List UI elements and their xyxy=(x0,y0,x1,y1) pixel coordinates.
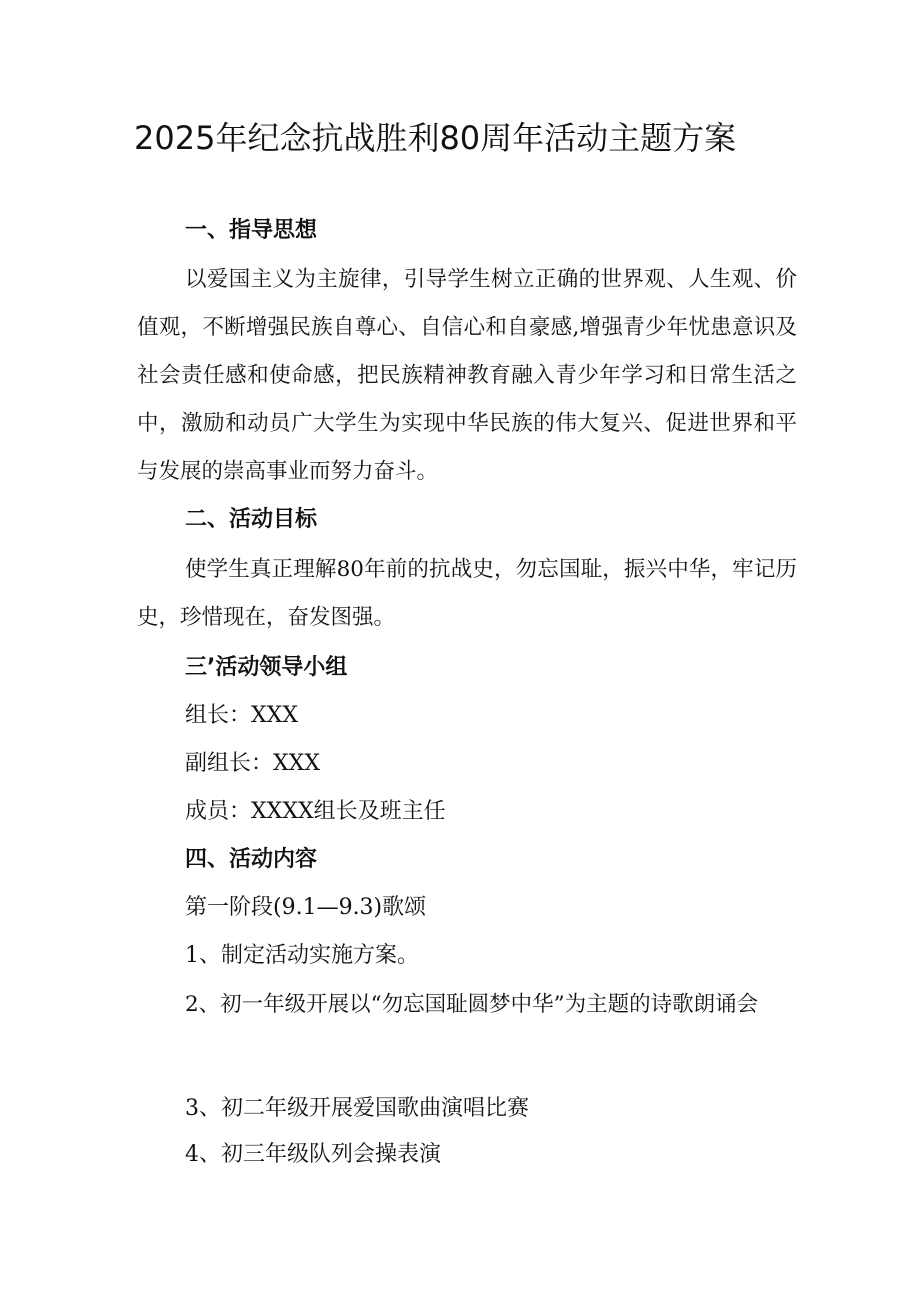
deputy-leader-line: 副组长：XXX xyxy=(185,751,320,776)
guiding-paragraph: 以爱国主义为主旋律，引导学生树立正确的世界观、人生观、价值观，不断增强民族自尊心、自信心和自豪感,增强青少年忧患意识及社会责任感和使命感，把民族精神教育融入青少年学习和日常生活之中，激励和动员广大学生为实现中华民族的伟大复兴、促进世界和平与发展的崇高事业而努力奋斗。 xyxy=(137,267,797,484)
members-line: 成员：XXXX组长及班主任 xyxy=(185,799,446,824)
section-heading-leadership: 三’活动领导小组 xyxy=(185,655,348,680)
content-item-4: 4、初三年级队列会操表演 xyxy=(185,1142,441,1167)
leader-line: 组长：XXX xyxy=(185,703,298,728)
content-item-1: 1、制定活动实施方案。 xyxy=(185,943,419,968)
section-heading-content: 四、活动内容 xyxy=(185,847,318,872)
section-heading-guiding: 一、指导思想 xyxy=(185,218,318,243)
stage-line: 第一阶段(9.1—9.3)歌颂 xyxy=(185,895,427,920)
section-heading-goal: 二、活动目标 xyxy=(185,507,318,532)
content-item-2: 2、初一年级开展以“勿忘国耻圆梦中华”为主题的诗歌朗诵会 xyxy=(185,992,759,1017)
document-title: 2025年纪念抗战胜利80周年活动主题方案 xyxy=(134,119,737,157)
goal-paragraph: 使学生真正理解80年前的抗战史，勿忘国耻，振兴中华，牢记历史，珍惜现在，奋发图强。 xyxy=(137,557,797,630)
content-item-3: 3、初二年级开展爱国歌曲演唱比赛 xyxy=(185,1096,529,1121)
